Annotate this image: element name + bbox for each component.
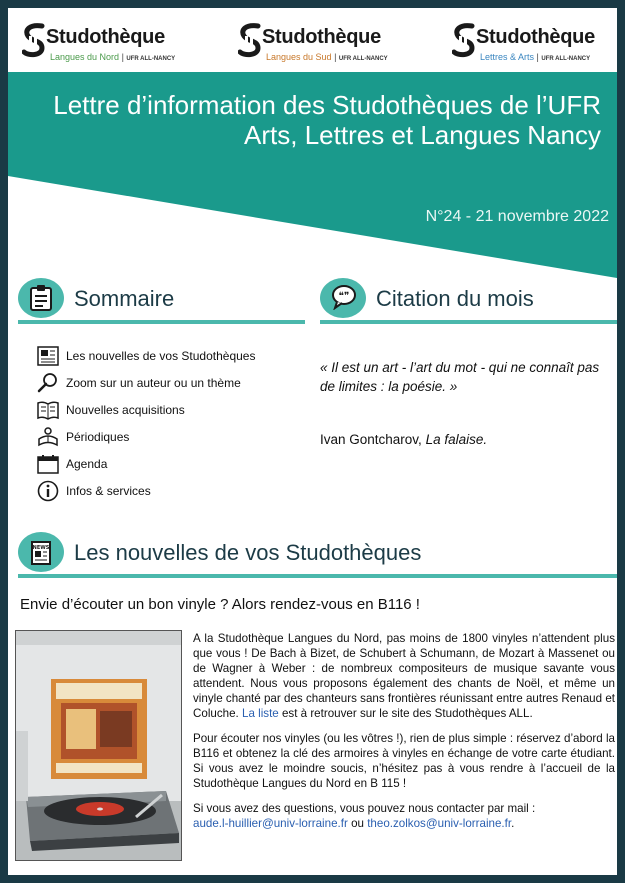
toc-item[interactable] (36, 450, 255, 477)
logo-subtitle: Lettres & Arts (480, 52, 535, 62)
toc-item[interactable] (36, 423, 255, 450)
toc-label: Infos & services (66, 483, 151, 498)
toc-label: Les nouvelles de vos Studothèques (66, 348, 256, 363)
logo-name: Studothèque (476, 26, 595, 48)
email-link-theo[interactable]: theo.zolkos@univ-lorraine.fr (367, 817, 512, 830)
vinyl-photo (15, 630, 182, 861)
header-logos (8, 8, 617, 72)
logo-subtitle: Langues du Sud (266, 52, 332, 62)
email-link-aude[interactable]: aude.l-huillier@univ-lorraine.fr (193, 817, 348, 830)
calendar-icon (36, 453, 60, 475)
svg-text:NEWS: NEWS (32, 545, 50, 551)
article-paragraph: A la Studothèque Langues du Nord, pas moins de 1800 vinyles n’attendent plus que vous ! De Bach à Bizet, de Schubert à Schumann, de Mozart à Massenet ou de Wagner à Weber : de nombreux compositeurs de musique savante vous attendent. Nous vous proposons également des chants de Noël, et même un vinyle chanté par des chanteurs sans frontières réunissant entre autres Renaud et Coluche. La liste est à retrouver sur le site des Studothèques ALL. (193, 632, 615, 720)
clipboard-icon (29, 284, 53, 312)
toc-item[interactable] (36, 369, 255, 396)
section-citation (320, 278, 617, 328)
toc-label: Nouvelles acquisitions (66, 402, 185, 417)
newsletter-title: Lettre d’information des Studothèques de l’UFR Arts, Lettres et Langues Nancy (53, 90, 601, 150)
logo-name: Studothèque (262, 26, 381, 48)
logo-name: Studothèque (46, 26, 165, 48)
logo-lettres-arts: Studothèque Lettres & Arts | UFR ALL-NANCY (452, 18, 617, 62)
quote-text: « Il est un art - l’art du mot - qui ne connaît pas de limites : la poésie. » (320, 360, 600, 394)
logo-langues-du-nord: Studothèque Langues du Nord | UFR ALL-NANCY (22, 18, 192, 62)
info-icon (36, 480, 60, 502)
logo-tag: UFR ALL-NANCY (338, 56, 388, 62)
newspaper-icon (36, 345, 60, 367)
logo-tag: UFR ALL-NANCY (126, 56, 176, 62)
quote-author: Ivan Gontcharov, La falaise. (320, 432, 488, 447)
section-title: Les nouvelles de vos Studothèques (74, 540, 422, 565)
article-paragraph: Si vous avez des questions, vous pouvez nous contacter par mail : aude.l-huillier@univ-lorraine.fr ou theo.zolkos@univ-lorraine.fr. (193, 802, 536, 830)
book-icon (36, 399, 60, 421)
section-title: Citation du mois (376, 286, 534, 311)
section-nouvelles (18, 532, 617, 582)
record-player-image (16, 631, 182, 861)
quote-work: La falaise. (425, 432, 488, 447)
vinyl-list-link[interactable]: La liste (242, 707, 279, 720)
toc-label: Périodiques (66, 429, 130, 444)
article-paragraph: Pour écouter nos vinyles (ou les vôtres !), rien de plus simple : réservez d’abord la B116 et obtenez la clé des armoires à vinyles en échange de votre carte étudiant. Si vous avez le moindre soucis, n’hésitez pas à vous rendre à l’accueil de la Studothèque Langues du Nord en B 115 ! (193, 732, 615, 790)
newspaper-icon (29, 538, 53, 566)
issue-number-date: N°24 - 21 novembre 2022 (425, 208, 609, 225)
section-title: Sommaire (74, 286, 175, 311)
logo-subtitle: Langues du Nord (50, 52, 120, 62)
toc-item[interactable] (36, 396, 255, 423)
toc-label: Zoom sur un auteur ou un thème (66, 375, 241, 390)
article-body (193, 631, 615, 841)
toc-item[interactable] (36, 477, 255, 504)
speech-bubble-icon (331, 284, 357, 310)
periodicals-icon (36, 426, 60, 448)
newsletter-page (8, 8, 617, 875)
toc-item[interactable] (36, 342, 255, 369)
magnifier-icon (36, 372, 60, 394)
logo-tag: UFR ALL-NANCY (541, 56, 591, 62)
logo-langues-du-sud: Studothèque Langues du Sud | UFR ALL-NANCY (238, 18, 408, 62)
svg-text:❝❞: ❝❞ (338, 291, 350, 302)
table-of-contents (36, 342, 255, 504)
section-sommaire (18, 278, 305, 328)
toc-label: Agenda (66, 456, 108, 471)
article-headline: Envie d’écouter un bon vinyle ? Alors rendez-vous en B116 ! (20, 596, 420, 613)
title-banner (8, 72, 617, 282)
